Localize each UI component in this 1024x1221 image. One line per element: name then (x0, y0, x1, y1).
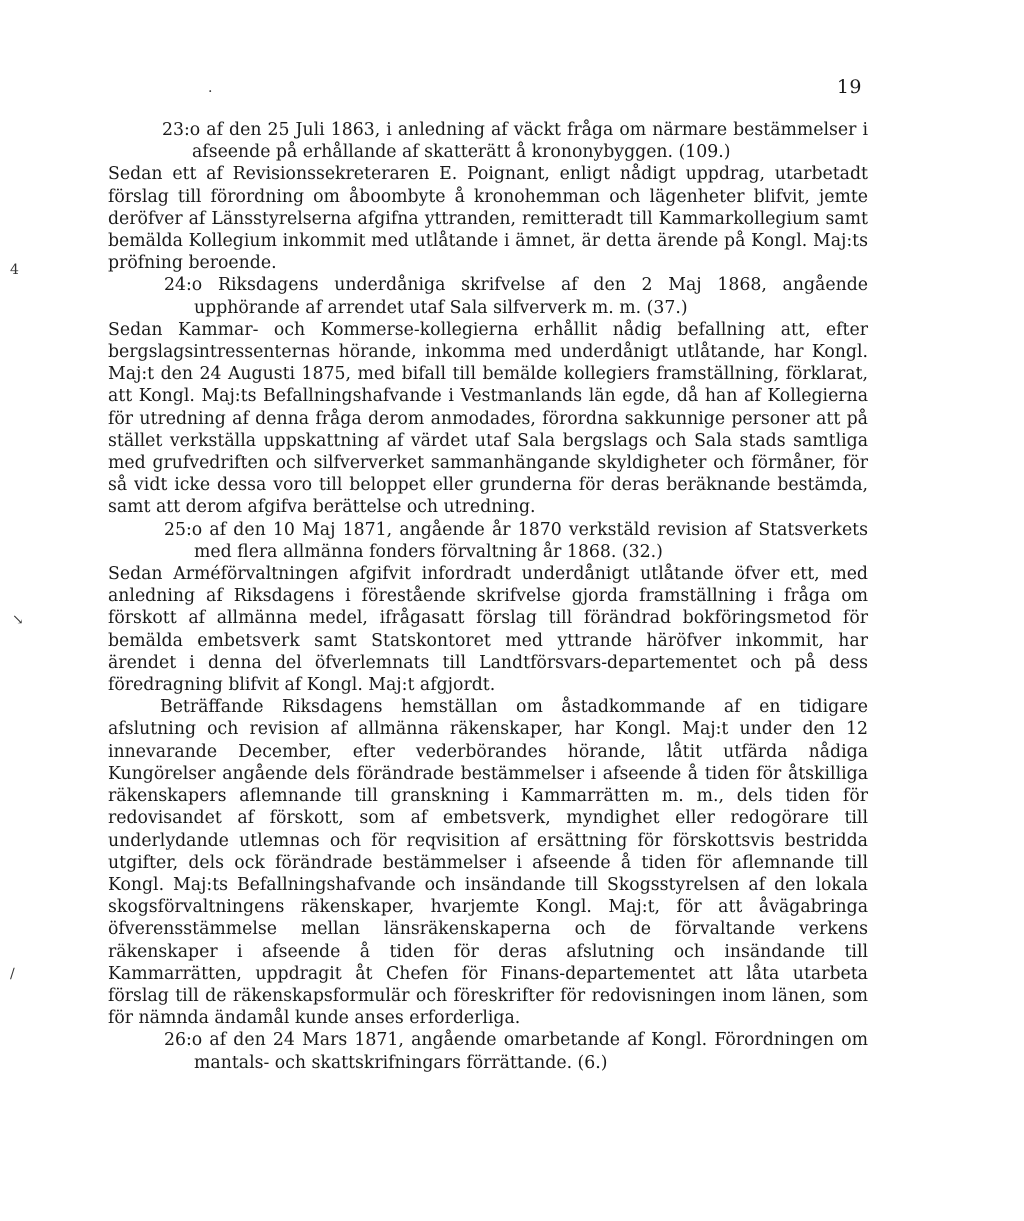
margin-mark-top: . (208, 80, 213, 96)
body-text (108, 119, 868, 1074)
paragraph-25-2: Beträffande Riksdagens hemställan om åstadkommande af en tidigare afslutning och revision af allmänna räkenskaper, har Kongl. Maj:t under den 12 innevarande December, efter vederbörandes hörande, låtit utfärda nådiga Kungörelser angående dels förändrade bestämmelser i afseende å tiden för åtskilliga räkenskapers aflemnande till granskning i Kammarrätten m. m., dels tiden för redovisandet af förskott, som af embetsverk, myndighet eller redogörare till underlydande utlemnas och för reqvisition af ersättning för förskottsvis bestridda utgifter, dels ock förändrade bestämmelser i afseende å tiden för aflemnande till Kongl. Maj:ts Befallningshafvande och insändande till Skogsstyrelsen af den lokala skogsförvaltningens räkenskaper, hvarjemte Kongl. Maj:t, för att åvägabringa öfverensstämmelse mellan länsräkenskaperna och de förvaltande verkens räkenskaper i afseende å tiden för deras afslutning och insändande till Kammarrätten, uppdragit åt Chefen för Finans-departementet att låta utarbeta förslag till de räkenskapsformulär och föreskrifter för redovisningen inom länen, som för nämnda ändamål kunde anses erforderliga. (108, 697, 868, 1029)
entry-heading-25: 25:o af den 10 Maj 1871, angående år 1870 verkstäld revision af Statsverkets med flera allmänna fonders förvaltning år 1868. (32.) (164, 519, 868, 562)
page-number: 19 (836, 76, 862, 98)
paragraph-23-1: Sedan ett af Revisionssekreteraren E. Poignant, enligt nådigt uppdrag, utarbetadt förslag till förordning om åboombyte å kronohemman och lägenheter blifvit, jemte deröfver af Länsstyrelserna afgifna yttranden, remitteradt till Kammarkollegium samt bemälda Kollegium inkommit med utlåtande i ämnet, är detta ärende på Kongl. Maj:ts pröfning beroende. (108, 164, 868, 274)
entry-heading-23: 23:o af den 25 Juli 1863, i anledning af väckt fråga om närmare bestämmelser i afseende på erhållande af skatterätt å krononybyggen. (109.) (162, 120, 868, 163)
paragraph-25-1: Sedan Arméförvaltningen afgifvit infordradt underdånigt utlåtande öfver ett, med anledning af Riksdagens i förestående skrifvelse gjorda framställning i fråga om förskott af allmänna medel, ifrågasatt förslag till förändrad bokföringsmetod för bemälda embetsverk samt Statskontoret med yttrande häröfver inkommit, har ärendet i denna del öfverlemnats till Landtförsvars-departementet och på dess föredragning blifvit af Kongl. Maj:t afgjordt. (108, 564, 868, 696)
paragraph-24-1: Sedan Kammar- och Kommerse-kollegierna erhållit nådig befallning att, efter bergslagsintressenternas hörande, inkomma med underdånigt utlåtande, har Kongl. Maj:t den 24 Augusti 1875, med bifall till bemälde kollegiers framställning, förklarat, att Kongl. Maj:ts Befallningshafvande i Vestmanlands län egde, då han af Kollegierna för utredning af denna fråga derom anmodades, förordna sakkunnige personer att på stället verkställa uppskattning af värdet utaf Sala bergslags och Sala stads samtliga med grufvedriften och silfververket sammanhängande skyldigheter och förmåner, för så vidt icke dessa voro till beloppet eller grunderna för deras beräknande bestämda, samt att derom afgifva berättelse och utredning. (108, 319, 868, 518)
entry-heading-26: 26:o af den 24 Mars 1871, angående omarbetande af Kongl. Förordningen om mantals- och skattskrifningars förrättande. (6.) (164, 1030, 868, 1073)
entry-heading-24: 24:o Riksdagens underdåniga skrifvelse af den 2 Maj 1868, angående upphörande af arrendet utaf Sala silfververk m. m. (37.) (164, 275, 868, 318)
margin-mark-left-1: 4 (10, 262, 19, 278)
margin-mark-left-3: ∕ (10, 966, 15, 982)
margin-mark-left-2: ↘ (12, 612, 24, 628)
